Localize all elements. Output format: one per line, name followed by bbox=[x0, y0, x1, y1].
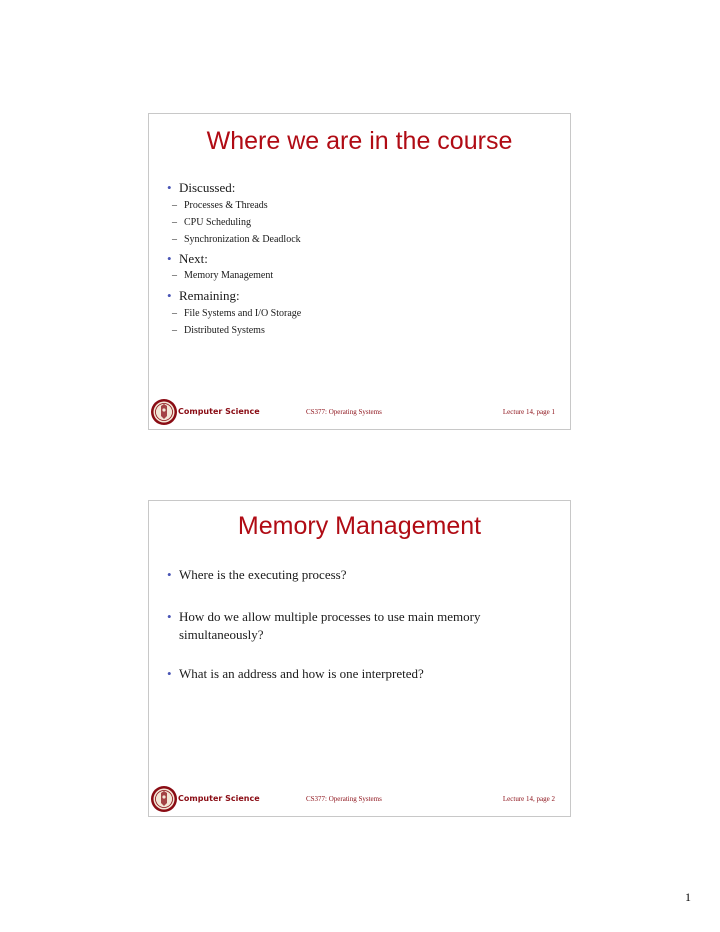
bullet-text: What is an address and how is one interpreted? bbox=[179, 666, 424, 681]
umass-seal-icon bbox=[150, 398, 178, 426]
bullet-text: Discussed: bbox=[179, 180, 236, 195]
sub-bullet-text: File Systems and I/O Storage bbox=[184, 308, 302, 319]
bullet-text: How do we allow multiple processes to use main memory simultaneously? bbox=[179, 609, 481, 642]
bullet-item bbox=[167, 665, 539, 683]
slide-1 bbox=[148, 113, 571, 430]
bullet-item bbox=[167, 608, 539, 644]
slide-footer bbox=[149, 784, 570, 816]
sub-bullet-item bbox=[172, 200, 268, 212]
bullet-icon: • bbox=[167, 609, 172, 624]
bullet-icon: • bbox=[167, 251, 172, 266]
slide-page-label: Lecture 14, page 1 bbox=[502, 408, 555, 416]
course-label: CS377: Operating Systems bbox=[306, 795, 382, 803]
bullet-icon: • bbox=[167, 180, 172, 195]
sub-bullet-text: Synchronization & Deadlock bbox=[184, 234, 301, 245]
sub-bullet-text: Distributed Systems bbox=[184, 325, 265, 336]
dash-icon: – bbox=[172, 325, 177, 336]
sub-bullet-text: Processes & Threads bbox=[184, 200, 268, 211]
sub-bullet-item bbox=[172, 308, 302, 320]
sub-bullet-text: Memory Management bbox=[184, 270, 274, 281]
sub-bullet-item bbox=[172, 234, 301, 246]
slide-title: Where we are in the course bbox=[206, 127, 513, 155]
dash-icon: – bbox=[172, 270, 177, 281]
bullet-item bbox=[167, 251, 208, 267]
bullet-text: Next: bbox=[179, 251, 208, 266]
bullet-icon: • bbox=[167, 567, 172, 582]
slide-footer bbox=[149, 397, 570, 429]
slide-2 bbox=[148, 500, 571, 817]
bullet-text: Remaining: bbox=[179, 288, 240, 303]
slide-title: Memory Management bbox=[237, 512, 482, 540]
sub-bullet-item bbox=[172, 217, 251, 229]
bullet-item bbox=[167, 180, 236, 196]
sub-bullet-item bbox=[172, 325, 265, 337]
dash-icon: – bbox=[172, 234, 177, 245]
bullet-icon: • bbox=[167, 666, 172, 681]
dash-icon: – bbox=[172, 217, 177, 228]
dash-icon: – bbox=[172, 200, 177, 211]
department-label: Computer Science bbox=[178, 407, 260, 416]
bullet-item bbox=[167, 566, 539, 584]
dash-icon: – bbox=[172, 308, 177, 319]
course-label: CS377: Operating Systems bbox=[306, 408, 382, 416]
department-label: Computer Science bbox=[178, 794, 260, 803]
umass-seal-icon bbox=[150, 785, 178, 813]
bullet-item bbox=[167, 288, 240, 304]
sub-bullet-text: CPU Scheduling bbox=[184, 217, 251, 228]
bullet-text: Where is the executing process? bbox=[179, 567, 347, 582]
slide-page-label: Lecture 14, page 2 bbox=[502, 795, 555, 803]
page-number: 1 bbox=[685, 890, 691, 904]
sub-bullet-item bbox=[172, 270, 274, 282]
bullet-icon: • bbox=[167, 288, 172, 303]
